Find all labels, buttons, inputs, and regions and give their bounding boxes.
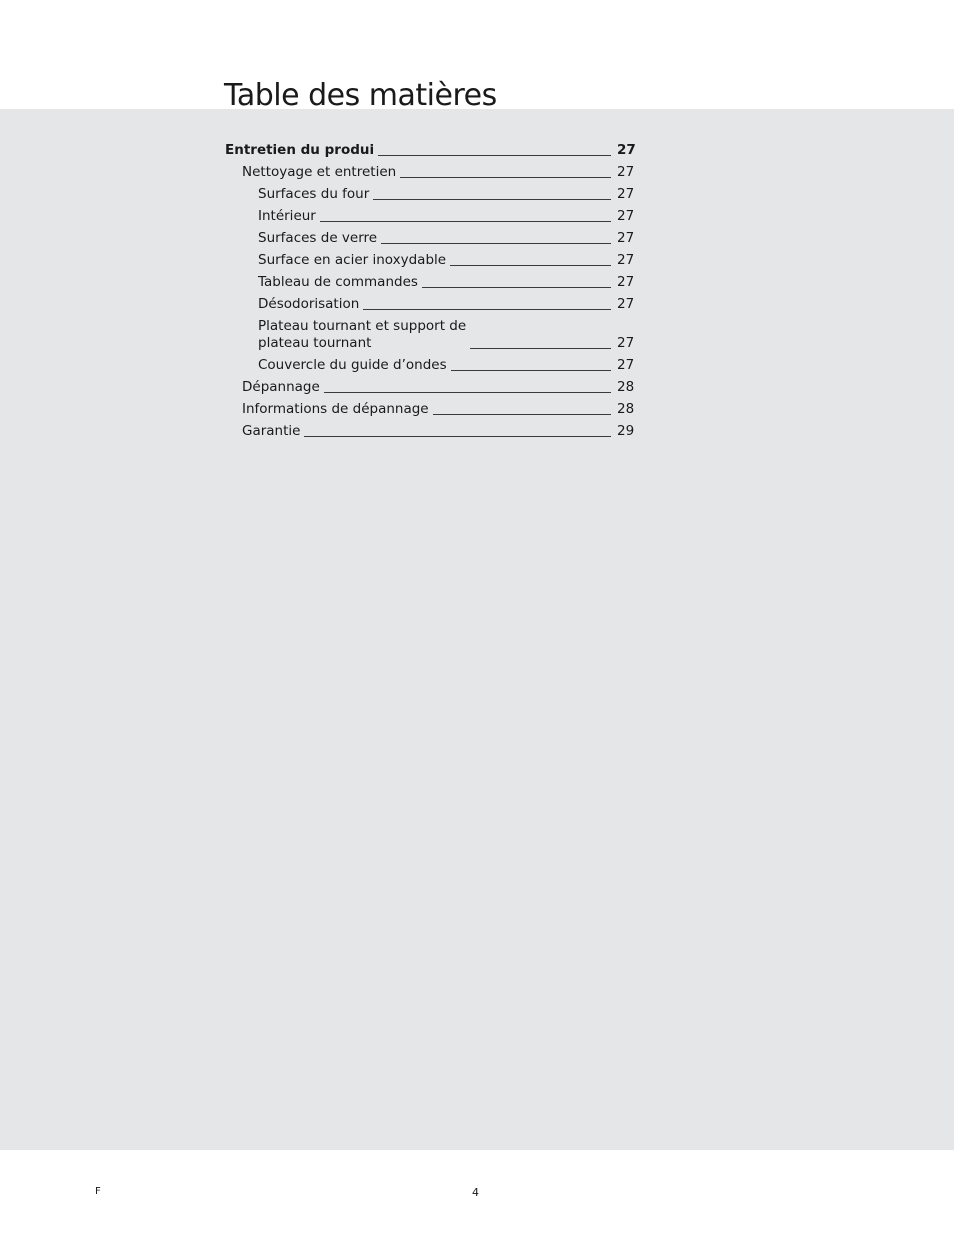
toc-entry-label: Informations de dépannage: [242, 400, 429, 417]
toc-entry-label: Surface en acier inoxydable: [258, 251, 447, 268]
toc-entry-desodorisation[interactable]: [225, 293, 633, 315]
toc-entry-surfaces-du-four[interactable]: [225, 183, 633, 205]
toc-leader-line: [450, 265, 611, 266]
toc-leader-line: [324, 392, 611, 393]
toc-entry-garantie[interactable]: [225, 420, 633, 442]
toc-entry-label: Intérieur: [258, 207, 316, 224]
toc-entry-label: Désodorisation: [258, 295, 360, 312]
toc-entry-label-line-1: Plateau tournant et support de: [258, 317, 467, 334]
toc-entry-depannage[interactable]: [225, 376, 633, 398]
toc-entry-entretien-du-produit[interactable]: [225, 139, 636, 161]
toc-leader-line: [373, 199, 611, 200]
toc-entry-page: 27: [617, 356, 635, 373]
toc-entry-page: 27: [617, 295, 635, 312]
toc-entry-page: 28: [617, 378, 635, 395]
toc-leader-line: [363, 309, 611, 310]
toc-leader-line: [400, 177, 611, 178]
toc-entry-page: 27: [617, 229, 635, 246]
toc-entry-page: 27: [617, 163, 635, 180]
toc-entry-label: [258, 318, 466, 352]
table-of-contents: [225, 139, 636, 442]
toc-leader-line: [320, 221, 611, 222]
toc-entry-interieur[interactable]: [225, 205, 633, 227]
toc-leader-line: [381, 243, 611, 244]
toc-entry-label: Tableau de commandes: [258, 273, 418, 290]
toc-entry-page: 27: [617, 334, 635, 351]
toc-entry-page: 27: [617, 207, 635, 224]
footer-language-code: F: [95, 1186, 101, 1197]
toc-entry-page: 27: [617, 273, 635, 290]
toc-entry-nettoyage-et-entretien[interactable]: [225, 161, 633, 183]
toc-entry-surface-acier-inoxydable[interactable]: [225, 249, 633, 271]
footer-page-number: 4: [472, 1186, 479, 1199]
toc-leader-line: [304, 436, 611, 437]
toc-leader-line: [422, 287, 611, 288]
toc-leader-line: [470, 348, 611, 349]
toc-entry-informations-de-depannage[interactable]: [225, 398, 633, 420]
toc-entry-tableau-de-commandes[interactable]: [225, 271, 633, 293]
toc-entry-label: Surfaces du four: [258, 185, 370, 202]
toc-entry-surfaces-de-verre[interactable]: [225, 227, 633, 249]
toc-entry-page: 28: [617, 400, 635, 417]
toc-leader-line: [451, 370, 611, 371]
page-title: Table des matières: [224, 78, 497, 113]
toc-entry-page: 27: [617, 141, 636, 158]
toc-entry-page: 27: [617, 251, 635, 268]
toc-leader-line: [433, 414, 611, 415]
toc-entry-label: Garantie: [242, 422, 301, 439]
toc-leader-line: [378, 155, 611, 156]
toc-entry-couvercle-guide-ondes[interactable]: [225, 354, 633, 376]
toc-entry-label-line-2: plateau tournant: [258, 334, 372, 351]
toc-entry-label: Nettoyage et entretien: [242, 163, 397, 180]
toc-entry-page: 27: [617, 185, 635, 202]
toc-entry-plateau-tournant[interactable]: [225, 315, 633, 354]
toc-entry-page: 29: [617, 422, 635, 439]
toc-entry-label: Surfaces de verre: [258, 229, 378, 246]
toc-entry-label: Dépannage: [242, 378, 320, 395]
toc-entry-label: Entretien du produi: [225, 141, 375, 158]
toc-entry-label: Couvercle du guide d’ondes: [258, 356, 447, 373]
